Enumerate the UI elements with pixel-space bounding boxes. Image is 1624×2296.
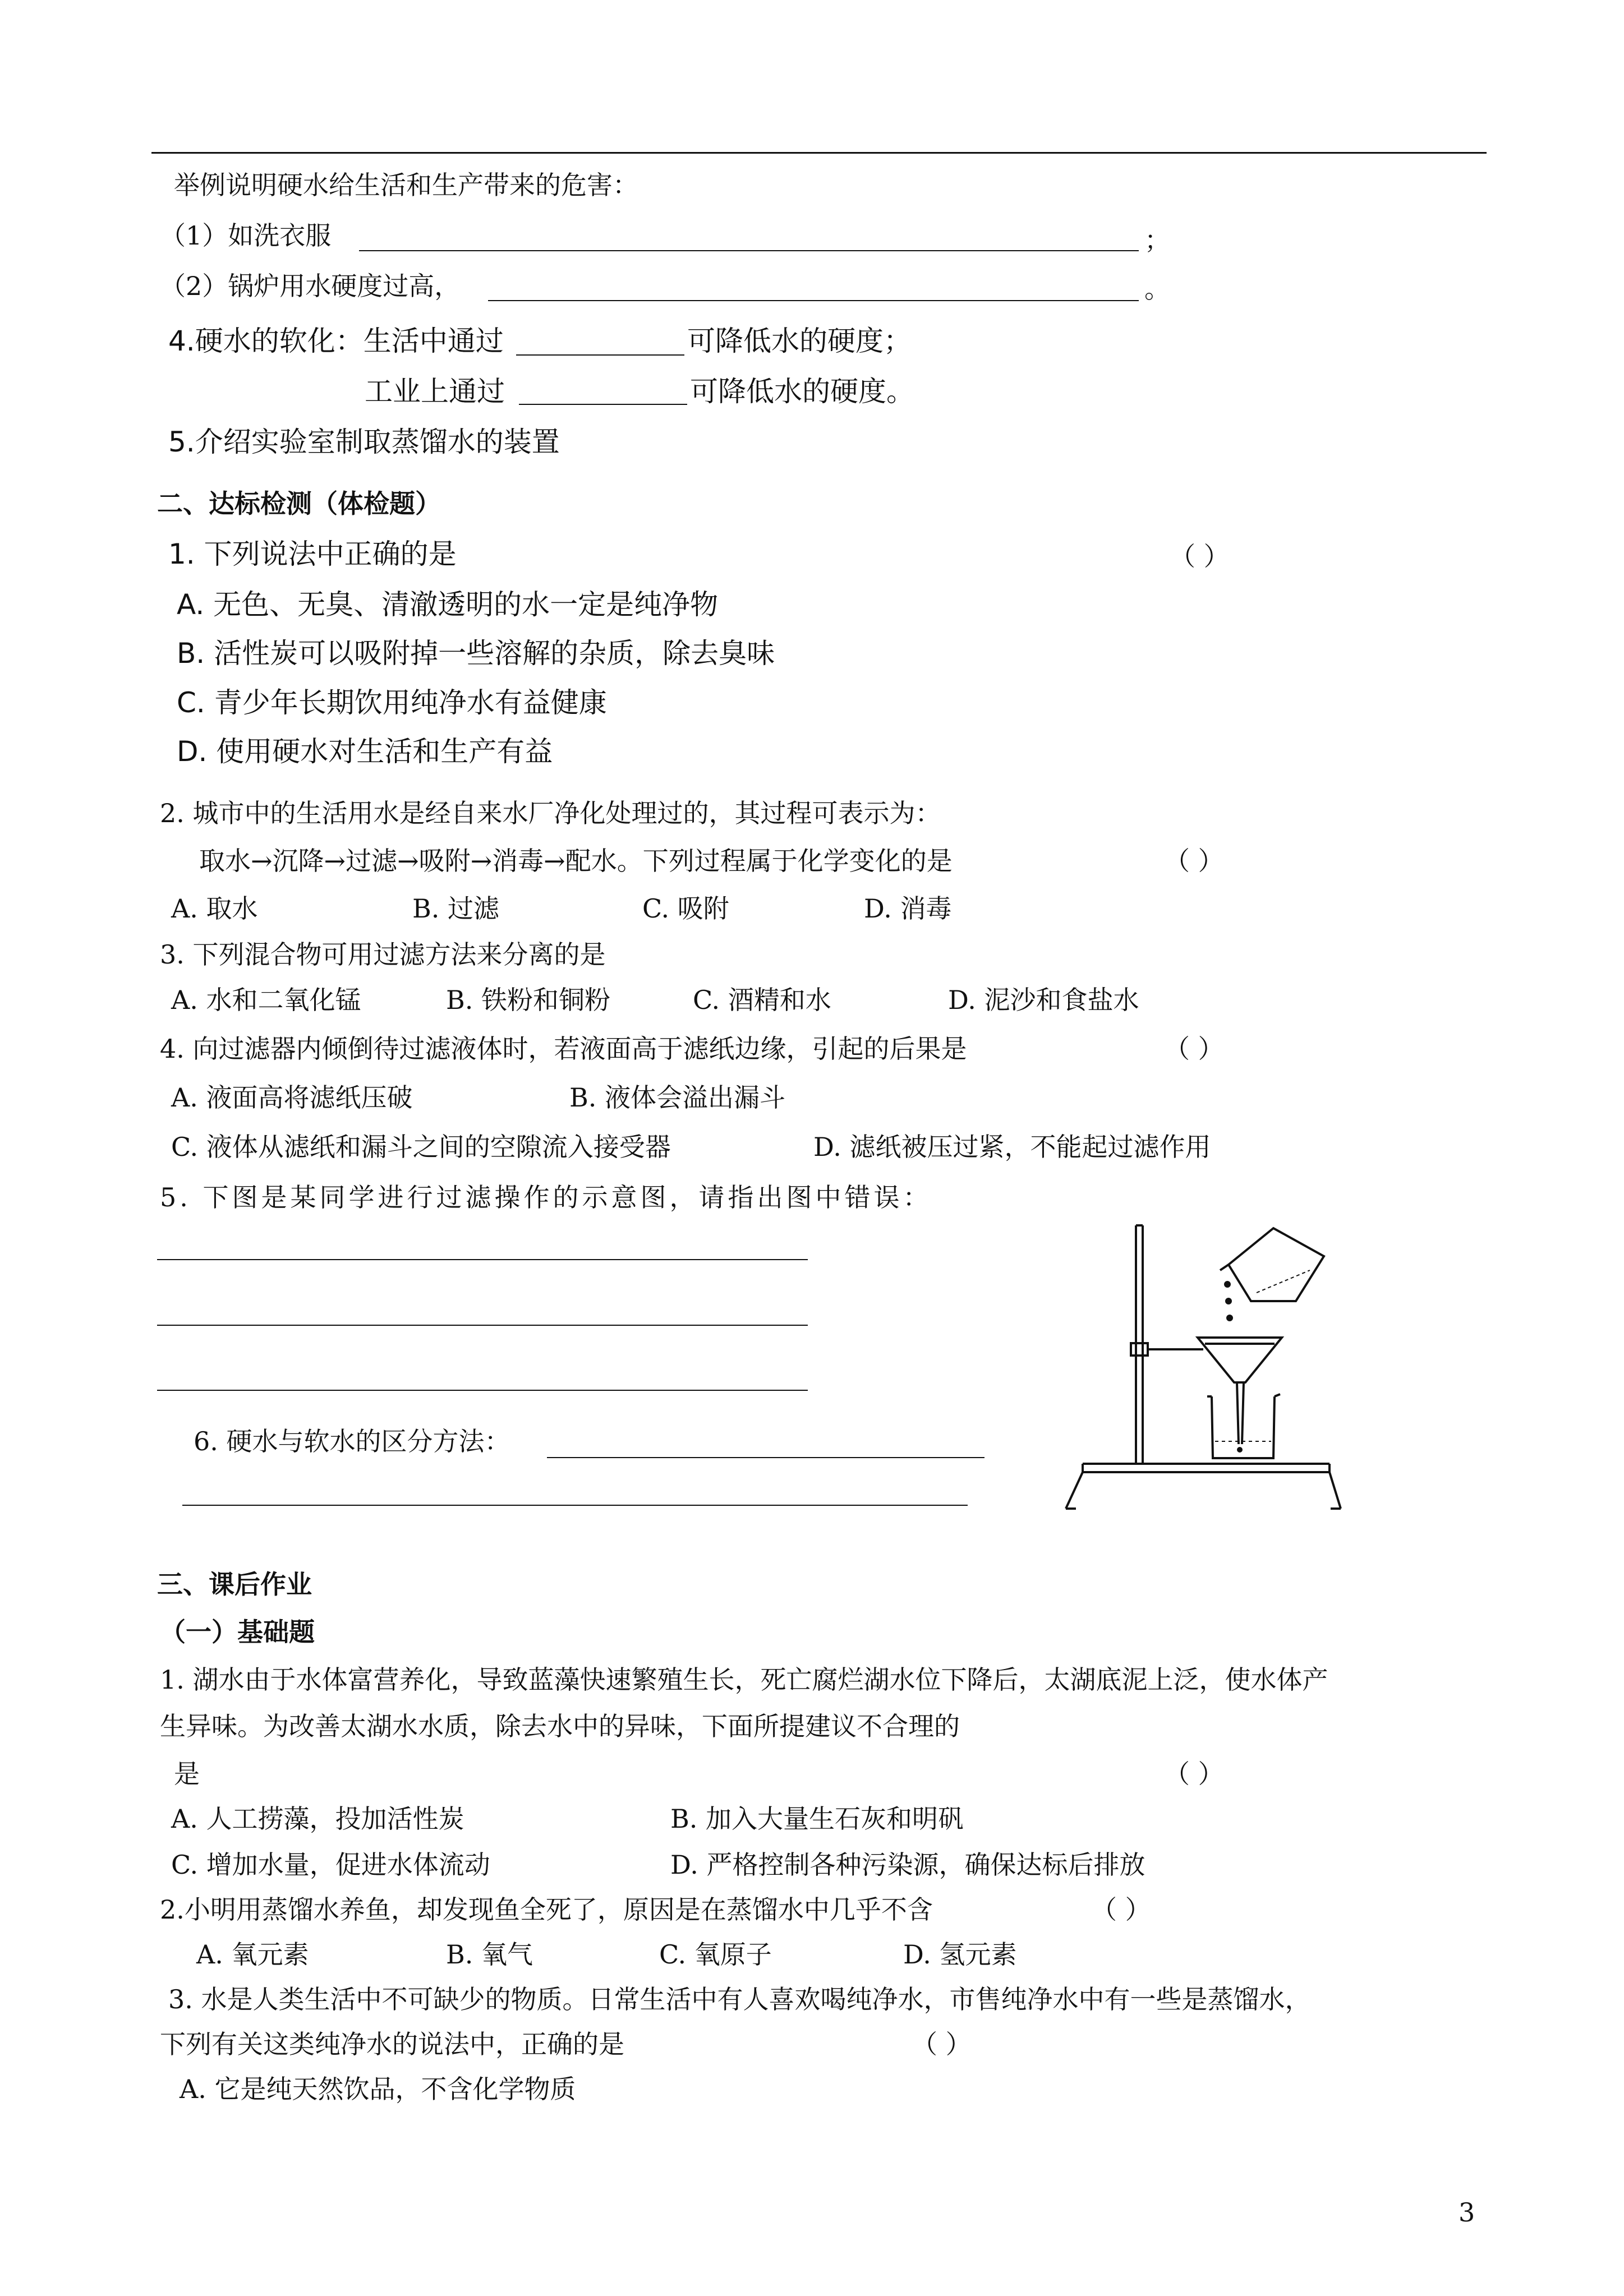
intro-item-1: （1）如洗衣服 [160, 220, 332, 251]
softening-line-2-label: 工业上通过 [365, 375, 505, 408]
question-stem: 1. 湖水由于水体富营养化，导致蓝藻快速繁殖生长，死亡腐烂湖水位下降后，太湖底泥上泛，使水体产 [160, 1665, 1328, 1695]
option-a: A. 液面高将滤纸压破 [171, 1082, 413, 1113]
question-stem: 3. 下列混合物可用过滤方法来分离的是 [160, 939, 606, 970]
question-stem: 2. 城市中的生活用水是经自来水厂净化处理过的，其过程可表示为： [160, 798, 941, 828]
answer-parentheses[interactable]: （ ） [912, 2029, 972, 2059]
option-c: C. 酒精和水 [693, 985, 831, 1015]
answer-parentheses[interactable]: （ ） [1164, 1759, 1224, 1789]
answer-parentheses[interactable]: （ ） [1164, 846, 1224, 876]
question-stem: 2.小明用蒸馏水养鱼，却发现鱼全死了，原因是在蒸馏水中几乎不含 [160, 1894, 933, 1925]
question-stem-continued: 下列有关这类纯净水的说法中，正确的是 [160, 2029, 624, 2059]
option-d: D. 泥沙和食盐水 [948, 985, 1139, 1015]
option-d: D. 严格控制各种污染源，确保达标后排放 [670, 1850, 1145, 1880]
option-a: A. 人工捞藻，投加活性炭 [171, 1804, 464, 1834]
section-3-title: 三、课后作业 [157, 1569, 312, 1599]
option-c: C. 增加水量，促进水体流动 [171, 1850, 490, 1880]
option-d: D. 消毒 [864, 893, 952, 924]
intro-prompt: 举例说明硬水给生活和生产带来的危害： [174, 170, 638, 200]
option-a: A. 它是纯天然饮品，不含化学物质 [180, 2074, 576, 2104]
option-c: C. 吸附 [642, 893, 729, 924]
option-b: B. 氧气 [446, 1939, 533, 1970]
answer-blank[interactable] [488, 300, 1139, 301]
softening-line-1-label: 4.硬水的软化：生活中通过 [168, 325, 504, 357]
answer-blank[interactable] [157, 1325, 808, 1326]
softening-line-2-tail: 可降低水的硬度。 [690, 375, 914, 408]
question-stem: 4. 向过滤器内倾倒待过滤液体时，若液面高于滤纸边缘，引起的后果是 [160, 1034, 967, 1064]
page-number: 3 [1459, 2197, 1475, 2228]
header-rule [151, 152, 1487, 154]
filtration-diagram [1060, 1217, 1352, 1520]
option-a: A. 氧元素 [196, 1939, 309, 1970]
question-stem: 3. 水是人类生活中不可缺少的物质。日常生活中有人喜欢喝纯净水，市售纯净水中有一些是蒸馏水， [168, 1984, 1311, 2014]
option-d: D. 氢元素 [903, 1939, 1017, 1970]
intro-item-2: （2）锅炉用水硬度过高， [160, 271, 461, 301]
question-stem-continued: 生异味。为改善太湖水水质，除去水中的异味，下面所提建议不合理的 [160, 1711, 960, 1741]
option-d: D. 使用硬水对生活和生产有益 [177, 735, 553, 768]
intro-item-2-end: 。 [1144, 274, 1170, 304]
question-stem-continued: 是 [174, 1759, 200, 1789]
option-d: D. 滤纸被压过紧，不能起过滤作用 [813, 1132, 1211, 1162]
option-a: A. 取水 [171, 893, 258, 924]
softening-line-1-tail: 可降低水的硬度； [687, 325, 912, 357]
answer-blank[interactable] [157, 1390, 808, 1391]
answer-blank[interactable] [547, 1457, 984, 1458]
question-stem: 5. 下图是某同学进行过滤操作的示意图，请指出图中错误： [160, 1182, 932, 1212]
option-b: B. 铁粉和铜粉 [446, 985, 611, 1015]
option-c: C. 氧原子 [659, 1939, 772, 1970]
answer-blank[interactable] [519, 404, 687, 405]
distill-item: 5.介绍实验室制取蒸馏水的装置 [168, 426, 560, 458]
answer-blank[interactable] [157, 1259, 808, 1260]
answer-parentheses[interactable]: （ ） [1170, 541, 1230, 571]
answer-parentheses[interactable]: （ ） [1091, 1894, 1151, 1925]
section-3-subtitle: （一）基础题 [160, 1617, 315, 1647]
option-b: B. 活性炭可以吸附掉一些溶解的杂质，除去臭味 [177, 637, 775, 670]
intro-item-1-end: ； [1144, 225, 1170, 255]
question-stem: 1. 下列说法中正确的是 [168, 538, 457, 570]
answer-blank[interactable] [516, 354, 684, 356]
answer-blank[interactable] [182, 1505, 968, 1506]
question-stem: 6. 硬水与软水的区分方法： [194, 1426, 510, 1456]
option-b: B. 过滤 [412, 893, 500, 924]
option-b: B. 加入大量生石灰和明矾 [670, 1804, 964, 1834]
option-c: C. 青少年长期饮用纯净水有益健康 [177, 686, 607, 719]
option-c: C. 液体从滤纸和漏斗之间的空隙流入接受器 [171, 1132, 671, 1162]
question-stem-continued: 取水→沉降→过滤→吸附→消毒→配水。下列过程属于化学变化的是 [199, 846, 953, 876]
answer-parentheses[interactable]: （ ） [1164, 1034, 1224, 1064]
section-2-title: 二、达标检测（体检题） [157, 488, 441, 519]
answer-blank[interactable] [359, 250, 1139, 251]
option-b: B. 液体会溢出漏斗 [569, 1082, 786, 1113]
option-a: A. 无色、无臭、清澈透明的水一定是纯净物 [177, 588, 719, 621]
option-a: A. 水和二氧化锰 [171, 985, 361, 1015]
